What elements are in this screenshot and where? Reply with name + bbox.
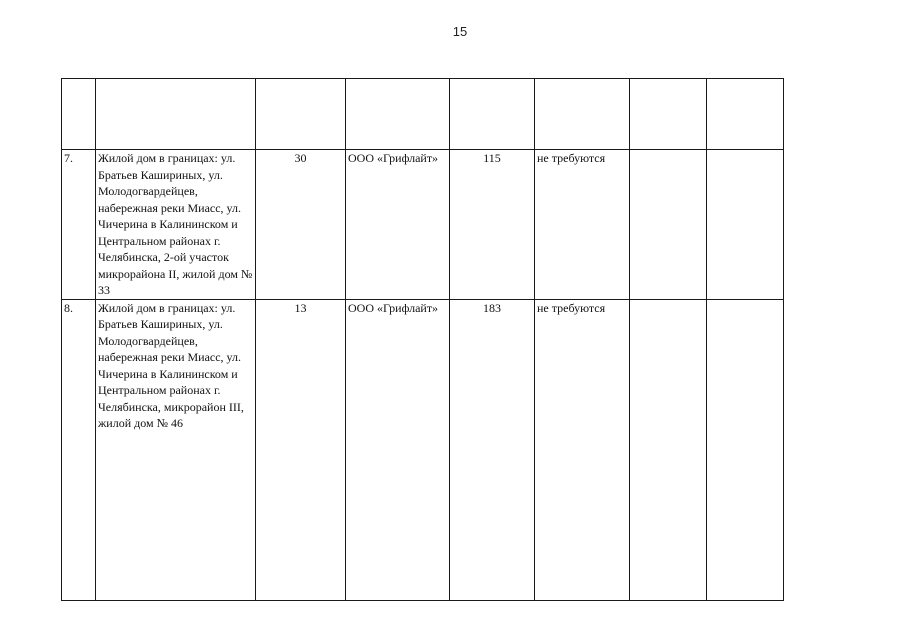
status-cell: не требуются — [535, 150, 630, 300]
header-cell — [346, 79, 450, 150]
value-a-cell: 13 — [256, 299, 346, 600]
document-table — [61, 78, 784, 601]
organization-cell: ООО «Грифлайт» — [346, 299, 450, 600]
row-number-cell: 7. — [62, 150, 96, 300]
header-cell — [62, 79, 96, 150]
extra-cell — [707, 150, 784, 300]
extra-cell — [630, 299, 707, 600]
header-cell — [256, 79, 346, 150]
value-b-cell: 115 — [450, 150, 535, 300]
extra-cell — [707, 299, 784, 600]
page-number: 15 — [452, 24, 468, 39]
extra-cell — [630, 150, 707, 300]
header-cell — [96, 79, 256, 150]
header-cell — [450, 79, 535, 150]
value-b-cell: 183 — [450, 299, 535, 600]
organization-cell: ООО «Грифлайт» — [346, 150, 450, 300]
table-header-row — [62, 79, 784, 150]
object-description-cell: Жилой дом в границах: ул. Братьев Кашириных, ул. Молодогвардейцев, набережная реки Миасс, ул. Чичерина в Калининском и Центральном районах г. Челябинска, 2-ой участок микрорайона II, жилой дом № 33 — [96, 150, 256, 300]
value-a-cell: 30 — [256, 150, 346, 300]
status-cell: не требуются — [535, 299, 630, 600]
header-cell — [707, 79, 784, 150]
row-number-cell: 8. — [62, 299, 96, 600]
table-row — [62, 299, 784, 600]
header-cell — [630, 79, 707, 150]
table-row — [62, 150, 784, 300]
header-cell — [535, 79, 630, 150]
object-description-cell: Жилой дом в границах: ул. Братьев Кашириных, ул. Молодогвардейцев, набережная реки Миасс, ул. Чичерина в Калининском и Центральном районах г. Челябинска, микрорайон III, жилой дом № 46 — [96, 299, 256, 600]
